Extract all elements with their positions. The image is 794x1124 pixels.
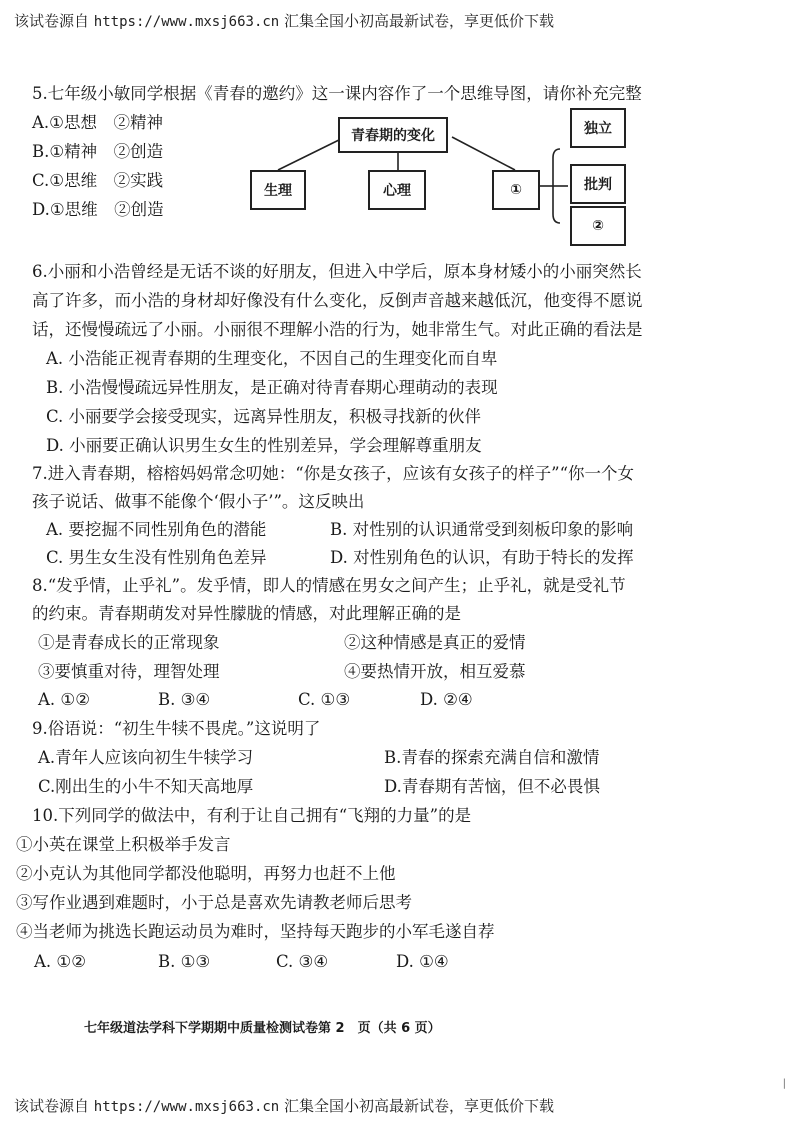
q6-option-a: A. 小浩能正视青春期的生理变化，不因自己的生理变化而自卑 — [46, 349, 498, 368]
q5-option-b: B.①精神 ②创造 — [32, 142, 164, 161]
q7-option-a: A. 要挖掘不同性别角色的潜能 — [46, 520, 267, 539]
q5-option-a: A.①思想 ②精神 — [32, 113, 163, 132]
mindmap-branch-physiology: 生理 — [250, 170, 306, 210]
q10-option-b: B. ①③ — [158, 952, 211, 971]
mindmap-leaf-critical: 批判 — [570, 164, 626, 204]
q9-stem: 9.俗语说：“初生牛犊不畏虎。”这说明了 — [32, 719, 321, 738]
mindmap-branch-blank-1: ① — [492, 170, 540, 210]
q10-statement-4: ④当老师为挑选长跑运动员为难时，坚持每天跑步的小军毛遂自荐 — [16, 922, 495, 941]
banner-suffix: 汇集全国小初高最新试卷，享更低价下载 — [284, 1097, 555, 1115]
banner-prefix: 该试卷源自 — [14, 1097, 90, 1115]
q5-option-d: D.①思维 ②创造 — [32, 200, 164, 219]
mindmap-leaf-independent: 独立 — [570, 108, 626, 148]
banner-url-link[interactable]: https://www.mxsj663.cn — [93, 14, 280, 30]
scan-mark: | — [782, 1078, 786, 1089]
mindmap-root-node: 青春期的变化 — [338, 117, 448, 153]
connector-root-left — [278, 137, 345, 170]
banner-url-link[interactable]: https://www.mxsj663.cn — [93, 1099, 280, 1115]
q6-stem-line-2: 高了许多，而小浩的身材却好像没有什么变化，反倒声音越来越低沉，他变得不愿说 — [32, 291, 643, 310]
q5-stem: 5.七年级小敏同学根据《青春的邀约》这一课内容作了一个思维导图，请你补充完整 — [32, 84, 642, 103]
q8-stem-line-1: 8.“发乎情，止乎礼”。发乎情，即人的情感在男女之间产生；止乎礼，就是受礼节 — [32, 576, 626, 595]
q7-stem-line-1: 7.进入青春期，榕榕妈妈常念叨她：“你是女孩子，应该有女孩子的样子”“你一个女 — [32, 464, 635, 483]
q6-option-c: C. 小丽要学会接受现实，远离异性朋友，积极寻找新的伙伴 — [46, 407, 482, 426]
q10-option-c: C. ③④ — [276, 952, 329, 971]
q10-stem: 10.下列同学的做法中，有利于让自己拥有“飞翔的力量”的是 — [32, 806, 472, 825]
q8-statement-3: ③要慎重对待，理智处理 — [38, 662, 220, 681]
q7-option-d: D. 对性别角色的认识，有助于特长的发挥 — [330, 548, 634, 567]
mindmap-branch-psychology: 心理 — [368, 170, 426, 210]
q8-statement-4: ④要热情开放，相互爱慕 — [344, 662, 526, 681]
header-banner — [14, 10, 554, 31]
q7-stem-line-2: 孩子说话、做事不能像个‘假小子’”。这反映出 — [32, 492, 365, 511]
q10-option-d: D. ①④ — [396, 952, 449, 971]
q9-option-a: A.青年人应该向初生牛犊学习 — [38, 748, 254, 767]
q8-statement-2: ②这种情感是真正的爱情 — [344, 633, 526, 652]
q10-statement-1: ①小英在课堂上积极举手发言 — [16, 835, 231, 854]
mindmap-leaf-blank-2: ② — [570, 206, 626, 246]
page-footer: 七年级道法学科下学期期中质量检测试卷第 2 页（共 6 页） — [84, 1021, 441, 1036]
q10-option-a: A. ①② — [34, 952, 86, 971]
q10-statement-2: ②小克认为其他同学都没他聪明，再努力也赶不上他 — [16, 864, 396, 883]
connector-root-right — [452, 137, 515, 170]
q8-option-b: B. ③④ — [158, 690, 211, 709]
brace — [553, 149, 560, 223]
q9-option-c: C.刚出生的小牛不知天高地厚 — [38, 777, 254, 796]
q6-option-d: D. 小丽要正确认识男生女生的性别差异，学会理解尊重朋友 — [46, 436, 482, 455]
q6-option-b: B. 小浩慢慢疏远异性朋友，是正确对待青春期心理萌动的表现 — [46, 378, 498, 397]
q7-option-c: C. 男生女生没有性别角色差异 — [46, 548, 267, 567]
banner-prefix: 该试卷源自 — [14, 12, 90, 30]
q6-stem-line-3: 话，还慢慢疏远了小丽。小丽很不理解小浩的行为，她非常生气。对此正确的看法是 — [32, 320, 643, 339]
q8-stem-line-2: 的约束。青春期萌发对异性朦胧的情感，对此理解正确的是 — [32, 604, 461, 623]
q7-option-b: B. 对性别的认识通常受到刻板印象的影响 — [330, 520, 634, 539]
q8-option-c: C. ①③ — [298, 690, 351, 709]
banner-suffix: 汇集全国小初高最新试卷，享更低价下载 — [284, 12, 555, 30]
footer-banner — [14, 1095, 554, 1116]
q9-option-d: D.青春期有苦恼，但不必畏惧 — [384, 777, 600, 796]
q8-statement-1: ①是青春成长的正常现象 — [38, 633, 220, 652]
q8-option-a: A. ①② — [38, 690, 90, 709]
q8-option-d: D. ②④ — [420, 690, 473, 709]
q5-option-c: C.①思维 ②实践 — [32, 171, 164, 190]
q10-statement-3: ③写作业遇到难题时，小于总是喜欢先请教老师后思考 — [16, 893, 412, 912]
q9-option-b: B.青春的探索充满自信和激情 — [384, 748, 600, 767]
q6-stem-line-1: 6.小丽和小浩曾经是无话不谈的好朋友，但进入中学后，原本身材矮小的小丽突然长 — [32, 262, 642, 281]
